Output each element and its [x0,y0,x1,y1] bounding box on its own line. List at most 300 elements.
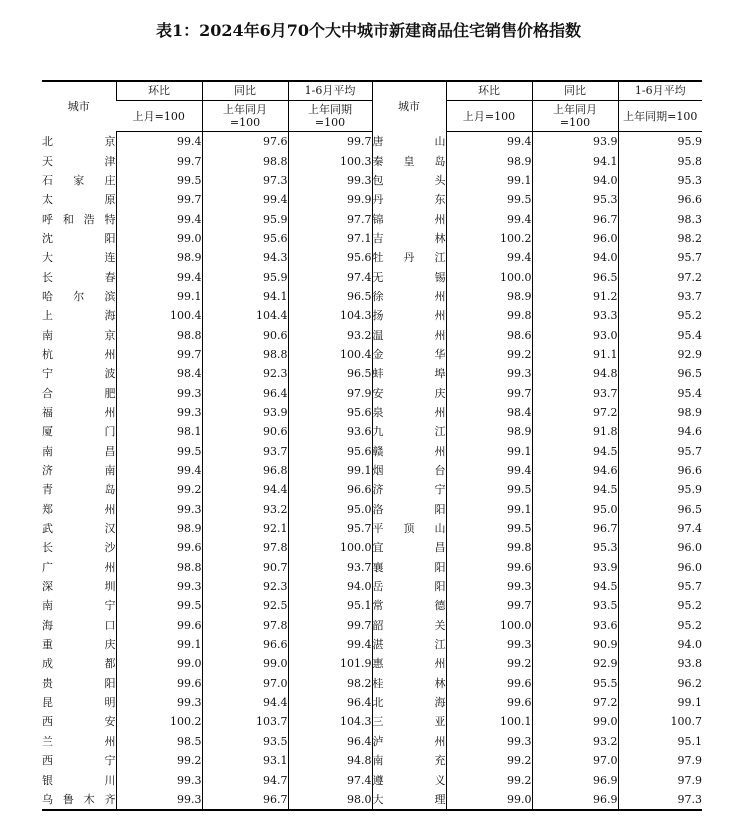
left-mom-cell: 99.1 [116,635,202,654]
table-row [42,461,702,480]
right-mom-cell: 99.7 [446,596,532,615]
right-city-cell: 洛阳 [372,500,446,519]
left-mom-cell: 99.5 [116,171,202,190]
right-city-cell: 泸州 [372,732,446,751]
left-city-cell: 南宁 [42,599,116,613]
page-title: 表1：2024年6月70个大中城市新建商品住宅销售价格指数 [155,21,582,40]
right-avg-cell: 94.0 [618,635,702,654]
table-row [42,500,702,519]
avg-column-header: 1-6月平均 [618,81,702,101]
right-mom-cell: 99.3 [446,577,532,596]
right-mom-cell: 100.0 [446,616,532,635]
mom-column-header: 环比 [446,81,532,101]
left-mom-cell: 99.3 [116,770,202,789]
table-row [42,790,702,810]
table-row [42,674,702,693]
right-city-cell: 无锡 [372,267,446,286]
left-yoy-cell: 94.1 [202,287,288,306]
right-city-cell: 唐山 [372,132,446,152]
left-yoy-cell: 93.2 [202,500,288,519]
left-yoy-cell: 96.4 [202,383,288,402]
table-row [42,577,702,596]
left-city-cell: 上海 [42,309,116,323]
left-yoy-cell: 104.4 [202,306,288,325]
table-row [42,558,702,577]
table-row [42,422,702,441]
right-avg-cell: 94.6 [618,422,702,441]
right-avg-cell: 96.5 [618,364,702,383]
left-city-cell: 合肥 [42,386,116,400]
right-mom-cell: 99.2 [446,751,532,770]
table-row [42,519,702,538]
right-avg-cell: 95.4 [618,325,702,344]
left-avg-cell: 96.6 [288,480,372,499]
right-mom-cell: 99.4 [446,461,532,480]
table-row [42,325,702,344]
right-mom-cell: 99.4 [446,132,532,152]
left-mom-cell: 99.0 [116,229,202,248]
right-city-cell: 温州 [372,325,446,344]
right-avg-cell: 96.0 [618,538,702,557]
right-mom-cell: 99.2 [446,654,532,673]
left-yoy-cell: 90.7 [202,558,288,577]
left-yoy-cell: 93.1 [202,751,288,770]
left-yoy-cell: 99.4 [202,190,288,209]
right-city-cell: 丹东 [372,190,446,209]
left-avg-cell: 95.6 [288,442,372,461]
right-city-cell: 安庆 [372,383,446,402]
right-mom-cell: 99.7 [446,383,532,402]
left-yoy-cell: 95.9 [202,267,288,286]
right-yoy-cell: 93.5 [532,596,618,615]
left-city-cell: 郑州 [42,502,116,516]
left-mom-cell: 99.4 [116,209,202,228]
left-avg-cell: 93.6 [288,422,372,441]
right-yoy-cell: 93.9 [532,132,618,152]
right-avg-cell: 95.2 [618,596,702,615]
right-mom-cell: 99.6 [446,693,532,712]
right-yoy-cell: 91.2 [532,287,618,306]
avg-base-label: 上年同期 =100 [288,101,372,132]
table-row [42,538,702,557]
left-mom-cell: 99.1 [116,287,202,306]
left-avg-cell: 99.7 [288,616,372,635]
yoy-column-header: 同比 [202,81,288,101]
left-yoy-cell: 90.6 [202,325,288,344]
price-index-table [42,80,702,811]
right-mom-cell: 100.1 [446,712,532,731]
avg-column-header: 1-6月平均 [288,81,372,101]
table-row [42,287,702,306]
left-avg-cell: 99.1 [288,461,372,480]
right-yoy-cell: 96.7 [532,519,618,538]
right-avg-cell: 95.1 [618,732,702,751]
left-yoy-cell: 95.9 [202,209,288,228]
left-avg-cell: 104.3 [288,306,372,325]
left-city-cell: 长沙 [42,541,116,555]
city-column-header: 城市 [67,99,90,113]
right-yoy-cell: 94.0 [532,248,618,267]
right-city-cell: 蚌埠 [372,364,446,383]
left-mom-cell: 99.3 [116,500,202,519]
table-row [42,248,702,267]
right-yoy-cell: 96.9 [532,790,618,810]
left-mom-cell: 99.6 [116,674,202,693]
left-yoy-cell: 103.7 [202,712,288,731]
left-city-cell: 沈阳 [42,231,116,245]
left-yoy-cell: 98.8 [202,345,288,364]
right-city-cell: 锦州 [372,209,446,228]
right-yoy-cell: 95.3 [532,538,618,557]
left-mom-cell: 98.9 [116,519,202,538]
right-mom-cell: 98.4 [446,403,532,422]
left-mom-cell: 98.1 [116,422,202,441]
right-mom-cell: 99.0 [446,790,532,810]
right-mom-cell: 99.2 [446,770,532,789]
table-row [42,732,702,751]
left-mom-cell: 100.2 [116,712,202,731]
left-city-cell: 深圳 [42,580,116,594]
right-city-cell: 常德 [372,596,446,615]
right-yoy-cell: 97.2 [532,693,618,712]
left-avg-cell: 97.9 [288,383,372,402]
left-avg-cell: 99.9 [288,190,372,209]
right-avg-cell: 95.7 [618,248,702,267]
table-row [42,616,702,635]
right-yoy-cell: 94.8 [532,364,618,383]
right-avg-cell: 95.2 [618,616,702,635]
left-city-cell: 宁波 [42,367,116,381]
right-yoy-cell: 95.0 [532,500,618,519]
left-avg-cell: 100.4 [288,345,372,364]
left-yoy-cell: 97.6 [202,132,288,152]
right-avg-cell: 92.9 [618,345,702,364]
right-mom-cell: 99.3 [446,364,532,383]
right-avg-cell: 96.5 [618,500,702,519]
left-city-cell: 济南 [42,464,116,478]
right-avg-cell: 98.9 [618,403,702,422]
right-mom-cell: 99.5 [446,480,532,499]
right-city-cell: 牡丹江 [372,248,446,267]
left-avg-cell: 97.7 [288,209,372,228]
right-avg-cell: 93.8 [618,654,702,673]
left-mom-cell: 99.7 [116,190,202,209]
table-row [42,654,702,673]
table-row [42,635,702,654]
right-mom-cell: 99.8 [446,306,532,325]
table-row [42,364,702,383]
left-city-cell: 兰州 [42,734,116,748]
right-mom-cell: 99.6 [446,674,532,693]
right-city-cell: 济宁 [372,480,446,499]
right-avg-cell: 97.9 [618,751,702,770]
left-city-cell: 天津 [42,154,116,168]
left-yoy-cell: 97.0 [202,674,288,693]
right-yoy-cell: 95.3 [532,190,618,209]
table-row [42,712,702,731]
left-avg-cell: 96.5 [288,364,372,383]
left-yoy-cell: 98.8 [202,151,288,170]
left-city-cell: 成都 [42,657,116,671]
right-avg-cell: 96.2 [618,674,702,693]
left-avg-cell: 96.5 [288,287,372,306]
right-city-cell: 岳阳 [372,577,446,596]
left-mom-cell: 99.5 [116,442,202,461]
left-yoy-cell: 94.4 [202,693,288,712]
right-city-cell: 惠州 [372,654,446,673]
left-yoy-cell: 96.7 [202,790,288,810]
left-avg-cell: 97.4 [288,267,372,286]
right-avg-cell: 97.3 [618,790,702,810]
left-mom-cell: 99.2 [116,480,202,499]
table-row [42,403,702,422]
left-mom-cell: 98.9 [116,248,202,267]
right-mom-cell: 99.4 [446,248,532,267]
table-row [42,383,702,402]
left-yoy-cell: 97.8 [202,538,288,557]
left-avg-cell: 93.2 [288,325,372,344]
right-city-cell: 泉州 [372,403,446,422]
left-city-cell: 贵阳 [42,676,116,690]
left-avg-cell: 104.3 [288,712,372,731]
left-city-cell: 昆明 [42,696,116,710]
right-yoy-cell: 99.0 [532,712,618,731]
table-row [42,693,702,712]
right-avg-cell: 95.7 [618,577,702,596]
right-avg-cell: 97.9 [618,770,702,789]
left-mom-cell: 99.4 [116,461,202,480]
right-city-cell: 烟台 [372,461,446,480]
table-row [42,596,702,615]
right-city-cell: 秦皇岛 [372,151,446,170]
left-avg-cell: 100.3 [288,151,372,170]
left-mom-cell: 99.2 [116,751,202,770]
right-yoy-cell: 94.0 [532,171,618,190]
left-city-cell: 银川 [42,773,116,787]
right-mom-cell: 99.1 [446,500,532,519]
table-row [42,345,702,364]
right-avg-cell: 96.6 [618,190,702,209]
left-avg-cell: 98.2 [288,674,372,693]
left-avg-cell: 96.4 [288,732,372,751]
right-yoy-cell: 94.5 [532,442,618,461]
left-mom-cell: 99.0 [116,654,202,673]
right-city-cell: 徐州 [372,287,446,306]
right-avg-cell: 97.4 [618,519,702,538]
right-yoy-cell: 96.7 [532,209,618,228]
left-mom-cell: 99.7 [116,345,202,364]
left-mom-cell: 99.7 [116,151,202,170]
right-mom-cell: 98.9 [446,287,532,306]
right-avg-cell: 96.6 [618,461,702,480]
right-yoy-cell: 93.2 [532,732,618,751]
left-mom-cell: 99.3 [116,403,202,422]
right-avg-cell: 93.7 [618,287,702,306]
left-yoy-cell: 94.7 [202,770,288,789]
left-yoy-cell: 96.8 [202,461,288,480]
left-avg-cell: 100.0 [288,538,372,557]
right-avg-cell: 95.2 [618,306,702,325]
left-mom-cell: 100.4 [116,306,202,325]
left-avg-cell: 95.7 [288,519,372,538]
right-yoy-cell: 96.0 [532,229,618,248]
right-avg-cell: 98.2 [618,229,702,248]
right-mom-cell: 99.3 [446,635,532,654]
left-mom-cell: 99.3 [116,693,202,712]
right-yoy-cell: 91.1 [532,345,618,364]
right-yoy-cell: 94.5 [532,480,618,499]
left-mom-cell: 99.5 [116,596,202,615]
left-avg-cell: 95.6 [288,403,372,422]
right-avg-cell: 95.7 [618,442,702,461]
left-avg-cell: 96.4 [288,693,372,712]
left-mom-cell: 99.3 [116,577,202,596]
left-city-cell: 武汉 [42,522,116,536]
left-yoy-cell: 95.6 [202,229,288,248]
right-city-cell: 扬州 [372,306,446,325]
right-city-cell: 平顶山 [372,519,446,538]
left-yoy-cell: 93.7 [202,442,288,461]
left-avg-cell: 93.7 [288,558,372,577]
right-yoy-cell: 93.6 [532,616,618,635]
left-yoy-cell: 97.8 [202,616,288,635]
table-header [42,81,702,132]
table-row [42,229,702,248]
left-avg-cell: 95.6 [288,248,372,267]
right-avg-cell: 100.7 [618,712,702,731]
right-yoy-cell: 93.9 [532,558,618,577]
left-avg-cell: 94.0 [288,577,372,596]
right-mom-cell: 98.9 [446,422,532,441]
table-row [42,267,702,286]
table-row [42,480,702,499]
right-yoy-cell: 94.5 [532,577,618,596]
left-avg-cell: 99.4 [288,635,372,654]
right-yoy-cell: 97.2 [532,403,618,422]
table-row [42,151,702,170]
right-city-cell: 吉林 [372,229,446,248]
left-city-cell: 青岛 [42,483,116,497]
right-city-cell: 三亚 [372,712,446,731]
left-city-cell: 厦门 [42,425,116,439]
left-mom-cell: 98.8 [116,325,202,344]
right-mom-cell: 99.3 [446,732,532,751]
left-city-cell: 南昌 [42,444,116,458]
left-city-cell: 呼和浩特 [42,212,116,226]
mom-column-header: 环比 [116,81,202,101]
left-mom-cell: 98.8 [116,558,202,577]
right-city-cell: 北海 [372,693,446,712]
right-city-cell: 南充 [372,751,446,770]
left-yoy-cell: 93.9 [202,403,288,422]
right-mom-cell: 99.5 [446,190,532,209]
table-body [42,132,702,811]
right-city-cell: 桂林 [372,674,446,693]
right-yoy-cell: 97.0 [532,751,618,770]
right-avg-cell: 95.8 [618,151,702,170]
right-avg-cell: 95.9 [618,480,702,499]
right-avg-cell: 98.3 [618,209,702,228]
right-mom-cell: 99.8 [446,538,532,557]
right-yoy-cell: 93.3 [532,306,618,325]
right-avg-cell: 95.4 [618,383,702,402]
left-avg-cell: 94.8 [288,751,372,770]
right-avg-cell: 97.2 [618,267,702,286]
left-yoy-cell: 90.6 [202,422,288,441]
left-yoy-cell: 92.5 [202,596,288,615]
table-row [42,751,702,770]
left-mom-cell: 99.6 [116,616,202,635]
right-mom-cell: 99.2 [446,345,532,364]
left-avg-cell: 97.4 [288,770,372,789]
mom-base-label: 上月=100 [116,101,202,132]
left-yoy-cell: 94.3 [202,248,288,267]
left-city-cell: 哈尔滨 [42,289,116,303]
right-yoy-cell: 95.5 [532,674,618,693]
left-avg-cell: 95.1 [288,596,372,615]
avg-base-label: 上年同期=100 [618,101,702,132]
left-mom-cell: 99.4 [116,267,202,286]
city-column-header: 城市 [372,81,446,132]
right-city-cell: 金华 [372,345,446,364]
right-yoy-cell: 90.9 [532,635,618,654]
left-mom-cell: 99.3 [116,790,202,810]
left-mom-cell: 98.4 [116,364,202,383]
table-row [42,442,702,461]
left-city-cell: 福州 [42,405,116,419]
right-yoy-cell: 93.7 [532,383,618,402]
right-avg-cell: 99.1 [618,693,702,712]
left-yoy-cell: 99.0 [202,654,288,673]
right-avg-cell: 96.0 [618,558,702,577]
right-city-cell: 包头 [372,171,446,190]
left-avg-cell: 99.7 [288,132,372,152]
left-mom-cell: 98.5 [116,732,202,751]
left-avg-cell: 98.0 [288,790,372,810]
left-avg-cell: 99.3 [288,171,372,190]
left-city-cell: 石家庄 [42,173,116,187]
right-yoy-cell: 92.9 [532,654,618,673]
left-avg-cell: 97.1 [288,229,372,248]
right-avg-cell: 95.9 [618,132,702,152]
right-yoy-cell: 94.6 [532,461,618,480]
right-mom-cell: 98.9 [446,151,532,170]
table-row [42,171,702,190]
yoy-base-label: 上年同月 =100 [532,101,618,132]
left-yoy-cell: 94.4 [202,480,288,499]
left-yoy-cell: 92.1 [202,519,288,538]
left-city-cell: 北京 [42,134,116,148]
right-yoy-cell: 94.1 [532,151,618,170]
right-mom-cell: 100.0 [446,267,532,286]
right-mom-cell: 99.5 [446,519,532,538]
left-city-cell: 南京 [42,328,116,342]
left-mom-cell: 99.3 [116,383,202,402]
left-city-cell: 广州 [42,560,116,574]
left-city-cell: 大连 [42,251,116,265]
left-city-cell: 西宁 [42,754,116,768]
right-city-cell: 九江 [372,422,446,441]
right-city-cell: 襄阳 [372,558,446,577]
left-city-cell: 杭州 [42,347,116,361]
right-city-cell: 韶关 [372,616,446,635]
left-avg-cell: 101.9 [288,654,372,673]
left-city-cell: 乌鲁木齐 [42,792,116,806]
right-mom-cell: 99.1 [446,171,532,190]
right-city-cell: 湛江 [372,635,446,654]
right-city-cell: 赣州 [372,442,446,461]
left-yoy-cell: 97.3 [202,171,288,190]
